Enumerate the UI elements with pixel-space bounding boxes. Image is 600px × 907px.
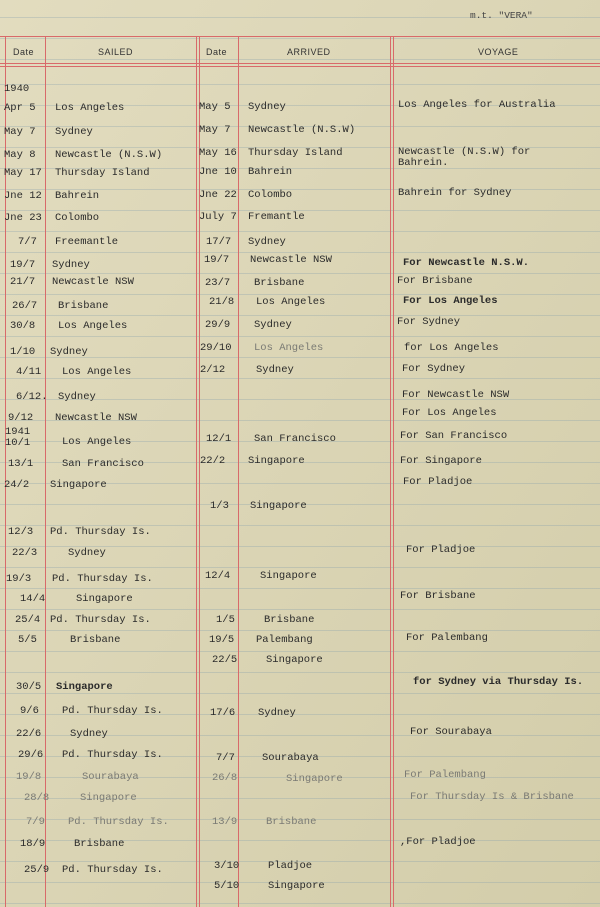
- sailed-date-cell: 14/4: [20, 593, 46, 605]
- sailed-port-cell: Sydney: [55, 126, 93, 138]
- sailed-date-cell: 5/5: [18, 634, 37, 646]
- arrived-date-cell: 21/8: [209, 296, 235, 308]
- sailed-port-cell: Los Angeles: [55, 102, 125, 114]
- arrived-port-cell: Pladjoe: [268, 860, 313, 872]
- arrived-port-cell: Brisbane: [266, 816, 317, 828]
- arrived-port-cell: Sydney: [258, 707, 296, 719]
- arrived-date-cell: 29/10: [200, 342, 232, 354]
- column-divider: [390, 36, 391, 907]
- voyage-cell: For Los Angeles: [402, 407, 497, 419]
- sailed-port-cell: Brisbane: [74, 838, 125, 850]
- arrived-port-cell: Singapore: [260, 570, 317, 582]
- sailed-port-cell: Los Angeles: [62, 436, 132, 448]
- sailed-port-cell: Singapore: [50, 479, 107, 491]
- voyage-cell: for Los Angeles: [404, 342, 499, 354]
- arrived-date-cell: Jne 22: [199, 189, 237, 201]
- voyage-cell: For Sydney: [402, 363, 466, 375]
- arrived-date-cell: 13/9: [212, 816, 238, 828]
- arrived-port-cell: San Francisco: [254, 433, 336, 445]
- sailed-date-cell: 22/3: [12, 547, 38, 559]
- sailed-port-cell: Singapore: [76, 593, 133, 605]
- sailed-port-cell: Sydney: [70, 728, 108, 740]
- sailed-date-cell: 30/8: [10, 320, 36, 332]
- header-rule: [0, 63, 600, 64]
- voyage-cell: for Sydney via Thursday Is.: [413, 676, 584, 688]
- arrived-port-cell: Thursday Island: [248, 147, 343, 159]
- column-divider: [393, 36, 394, 907]
- sailed-port-cell: Singapore: [56, 681, 113, 693]
- header-arrived: ARRIVED: [287, 47, 331, 57]
- arrived-date-cell: 19/7: [204, 254, 230, 266]
- arrived-date-cell: 29/9: [205, 319, 231, 331]
- arrived-date-cell: Jne 10: [199, 166, 237, 178]
- arrived-date-cell: 19/5: [209, 634, 235, 646]
- sailed-date-cell: 18/9: [20, 838, 46, 850]
- sailed-port-cell: Pd. Thursday Is.: [62, 705, 163, 717]
- sailed-date-cell: 10/1: [5, 437, 31, 449]
- voyage-cell: Newcastle (N.S.W) for: [398, 146, 531, 158]
- sailed-date-cell: Apr 5: [4, 102, 36, 114]
- arrived-date-cell: 7/7: [216, 752, 235, 764]
- arrived-port-cell: Brisbane: [264, 614, 315, 626]
- arrived-date-cell: 2/12: [200, 364, 226, 376]
- voyage-cell: Bahrein.: [398, 157, 449, 169]
- arrived-port-cell: Newcastle NSW: [250, 254, 332, 266]
- sailed-port-cell: Pd. Thursday Is.: [62, 749, 163, 761]
- voyage-cell: For Palembang: [406, 632, 488, 644]
- arrived-date-cell: 23/7: [205, 277, 231, 289]
- arrived-date-cell: 1/5: [216, 614, 235, 626]
- arrived-date-cell: 12/1: [206, 433, 232, 445]
- voyage-cell: For Los Angeles: [403, 295, 498, 307]
- sailed-port-cell: Pd. Thursday Is.: [50, 614, 151, 626]
- arrived-port-cell: Palembang: [256, 634, 313, 646]
- arrived-port-cell: Sydney: [248, 101, 286, 113]
- arrived-date-cell: 26/8: [212, 772, 238, 784]
- vessel-name: m.t. "VERA": [470, 10, 533, 21]
- sailed-date-cell: 19/7: [10, 259, 36, 271]
- arrived-date-cell: 17/6: [210, 707, 236, 719]
- arrived-date-cell: 22/5: [212, 654, 238, 666]
- arrived-port-cell: Los Angeles: [254, 342, 324, 354]
- voyage-cell: ,For Pladjoe: [400, 836, 476, 848]
- voyage-cell: For San Francisco: [400, 430, 508, 442]
- sailed-port-cell: Sydney: [58, 391, 96, 403]
- sailed-port-cell: Pd. Thursday Is.: [68, 816, 169, 828]
- sailed-port-cell: Pd. Thursday Is.: [62, 864, 163, 876]
- sailed-date-cell: 28/8: [24, 792, 50, 804]
- sailed-port-cell: Bahrein: [55, 190, 100, 202]
- header-date-sailed: Date: [13, 47, 35, 57]
- arrived-port-cell: Sydney: [254, 319, 292, 331]
- sailed-port-cell: Thursday Island: [55, 167, 150, 179]
- sailed-port-cell: Sydney: [68, 547, 106, 559]
- arrived-date-cell: 22/2: [200, 455, 226, 467]
- sailed-date-cell: 13/1: [8, 458, 34, 470]
- arrived-date-cell: May 7: [199, 124, 231, 136]
- arrived-date-cell: 12/4: [205, 570, 231, 582]
- arrived-date-cell: May 16: [199, 147, 237, 159]
- sailed-date-cell: 1940: [4, 83, 30, 95]
- sailed-port-cell: Newcastle NSW: [52, 276, 134, 288]
- arrived-port-cell: Singapore: [266, 654, 323, 666]
- sailed-date-cell: 4/11: [16, 366, 42, 378]
- sailed-date-cell: May 8: [4, 149, 36, 161]
- arrived-date-cell: July 7: [199, 211, 237, 223]
- sailed-port-cell: Sourabaya: [82, 771, 139, 783]
- arrived-port-cell: Singapore: [250, 500, 307, 512]
- sailed-port-cell: Los Angeles: [58, 320, 128, 332]
- header-top-rule: [0, 36, 600, 37]
- arrived-date-cell: 5/10: [214, 880, 240, 892]
- header-voyage: VOYAGE: [478, 47, 519, 57]
- sailed-date-cell: Jne 12: [4, 190, 42, 202]
- arrived-port-cell: Sydney: [248, 236, 286, 248]
- sailed-date-cell: May 17: [4, 167, 42, 179]
- sailed-port-cell: Pd. Thursday Is.: [50, 526, 151, 538]
- voyage-cell: For Newcastle NSW: [402, 389, 510, 401]
- arrived-port-cell: Los Angeles: [256, 296, 326, 308]
- sailed-date-cell: 19/8: [16, 771, 42, 783]
- arrived-date-cell: May 5: [199, 101, 231, 113]
- sailed-date-cell: Jne 23: [4, 212, 42, 224]
- arrived-port-cell: Fremantle: [248, 211, 305, 223]
- voyage-cell: For Thursday Is & Brisbane: [410, 791, 574, 803]
- sailed-date-cell: 22/6: [16, 728, 42, 740]
- arrived-port-cell: Sourabaya: [262, 752, 319, 764]
- column-divider: [45, 36, 46, 907]
- voyage-cell: Bahrein for Sydney: [398, 187, 512, 199]
- sailed-date-cell: 25/4: [15, 614, 41, 626]
- voyage-cell: For Pladjoe: [403, 476, 473, 488]
- voyage-cell: For Palembang: [404, 769, 486, 781]
- sailed-date-cell: 9/12: [8, 412, 34, 424]
- voyage-cell: For Brisbane: [397, 275, 473, 287]
- sailed-date-cell: 29/6: [18, 749, 44, 761]
- sailed-date-cell: 7/9: [26, 816, 45, 828]
- arrived-port-cell: Brisbane: [254, 277, 305, 289]
- sailed-port-cell: Newcastle NSW: [55, 412, 137, 424]
- sailed-date-cell: 30/5: [16, 681, 42, 693]
- sailed-date-cell: 19/3: [6, 573, 32, 585]
- sailed-port-cell: Sydney: [50, 346, 88, 358]
- sailed-date-cell: 1/10: [10, 346, 36, 358]
- voyage-cell: For Pladjoe: [406, 544, 476, 556]
- voyage-cell: For Newcastle N.S.W.: [403, 257, 530, 269]
- voyage-cell: For Brisbane: [400, 590, 476, 602]
- arrived-port-cell: Singapore: [248, 455, 305, 467]
- sailed-port-cell: Colombo: [55, 212, 100, 224]
- sailed-port-cell: Pd. Thursday Is.: [52, 573, 153, 585]
- sailed-port-cell: Brisbane: [70, 634, 121, 646]
- arrived-date-cell: 1/3: [210, 500, 229, 512]
- sailed-date-cell: 6/12.: [16, 391, 48, 403]
- voyage-cell: Los Angeles for Australia: [398, 99, 556, 111]
- voyage-cell: For Singapore: [400, 455, 482, 467]
- sailed-date-cell: May 7: [4, 126, 36, 138]
- arrived-port-cell: Bahrein: [248, 166, 293, 178]
- arrived-port-cell: Sydney: [256, 364, 294, 376]
- sailed-date-cell: 24/2: [4, 479, 30, 491]
- arrived-port-cell: Colombo: [248, 189, 293, 201]
- sailed-port-cell: Singapore: [80, 792, 137, 804]
- sailed-date-cell: 7/7: [18, 236, 37, 248]
- voyage-cell: For Sourabaya: [410, 726, 492, 738]
- sailed-port-cell: Los Angeles: [62, 366, 132, 378]
- arrived-port-cell: Newcastle (N.S.W): [248, 124, 356, 136]
- arrived-date-cell: 3/10: [214, 860, 240, 872]
- arrived-port-cell: Singapore: [286, 773, 343, 785]
- sailed-port-cell: San Francisco: [62, 458, 144, 470]
- arrived-port-cell: Singapore: [268, 880, 325, 892]
- sailed-date-cell: 26/7: [12, 300, 38, 312]
- arrived-date-cell: 17/7: [206, 236, 232, 248]
- sailed-date-cell: 12/3: [8, 526, 34, 538]
- sailed-date-cell: 21/7: [10, 276, 36, 288]
- sailed-port-cell: Freemantle: [55, 236, 119, 248]
- column-divider: [196, 36, 197, 907]
- sailed-date-cell: 25/9: [24, 864, 50, 876]
- column-divider: [238, 36, 239, 907]
- header-rule: [0, 66, 600, 67]
- sailed-port-cell: Brisbane: [58, 300, 109, 312]
- header-date-arrived: Date: [206, 47, 228, 57]
- sailed-port-cell: Sydney: [52, 259, 90, 271]
- sailed-date-cell: 1941: [5, 426, 31, 438]
- sailed-port-cell: Newcastle (N.S.W): [55, 149, 163, 161]
- header-sailed: SAILED: [98, 47, 134, 57]
- voyage-cell: For Sydney: [397, 316, 461, 328]
- sailed-date-cell: 9/6: [20, 705, 39, 717]
